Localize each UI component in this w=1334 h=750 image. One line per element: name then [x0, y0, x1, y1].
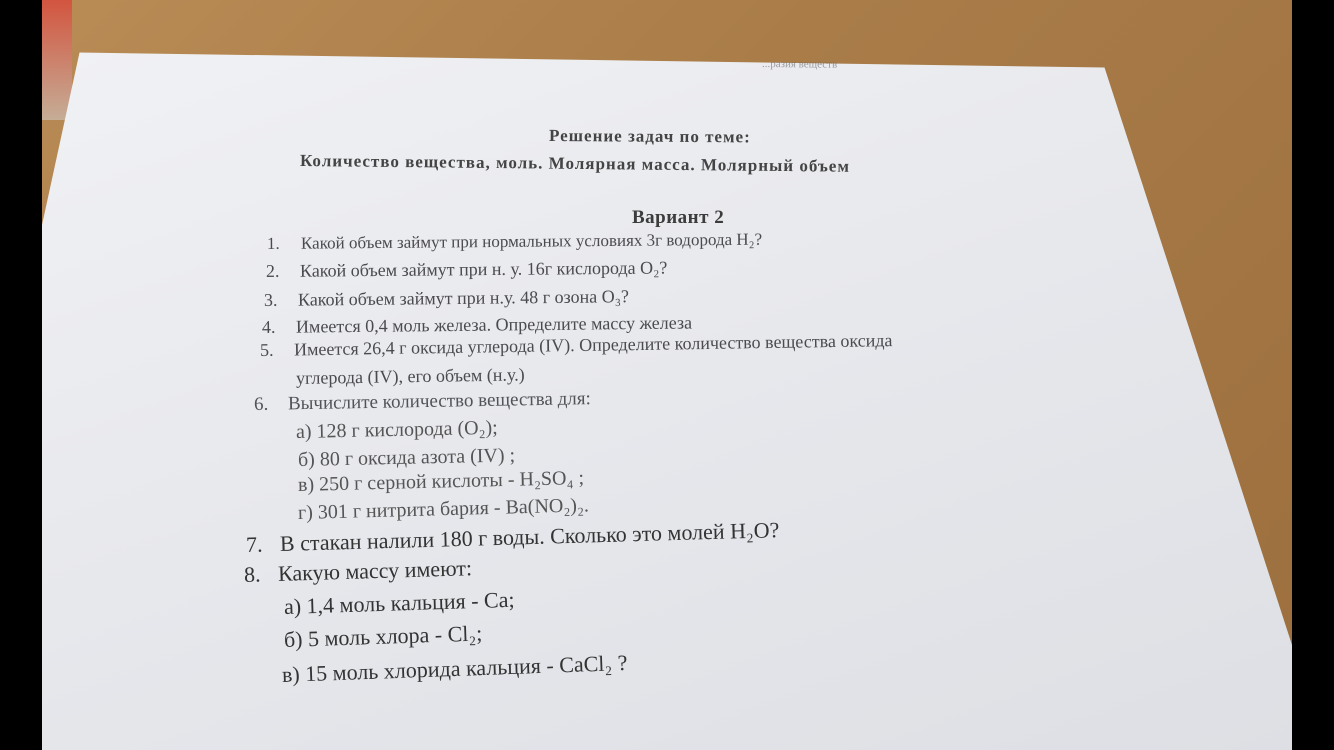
- question-5-continued: углерода (IV), его объем (н.у.): [295, 364, 525, 388]
- question-number: 1.: [266, 233, 280, 253]
- question-text: Какой объем займут при нормальных условиях 3г водорода H₂?: [300, 229, 763, 253]
- question-text: Вычислите количество вещества для:: [287, 388, 591, 415]
- question-number: 3.: [263, 289, 278, 310]
- question-2: [266, 257, 668, 282]
- question-6-item-a: а) 128 г кислорода (O₂);: [295, 416, 498, 443]
- question-6: [254, 388, 591, 416]
- question-8-item-b: б) 5 моль хлора - Cl₂;: [283, 620, 483, 652]
- title-line-2: Количество вещества, моль. Молярная масса. Молярный объем: [299, 151, 851, 176]
- question-number: 4.: [261, 316, 276, 337]
- question-number: 2.: [265, 260, 280, 281]
- question-1: [267, 230, 762, 254]
- question-text: Какой объем займут при н.у. 48 г озона O₃?: [297, 286, 630, 310]
- question-number: 7.: [245, 531, 263, 557]
- question-3: [264, 286, 629, 311]
- question-6-item-d: г) 301 г нитрита бария - Ba(NO₂)₂.: [297, 494, 590, 524]
- question-6-item-b: б) 80 г оксида азота (IV) ;: [297, 444, 516, 471]
- photo: [42, 0, 1292, 750]
- title-line-1: Решение задач по теме:: [548, 126, 751, 147]
- question-8-item-a: а) 1,4 моль кальция - Ca;: [283, 586, 515, 619]
- question-text: Имеется 0,4 моль железа. Определите массу железа: [295, 312, 693, 337]
- question-6-item-c: в) 250 г серной кислоты - H₂SO₄ ;: [297, 467, 585, 496]
- question-text: Имеется 26,4 г оксида углерода (IV). Определите количество вещества оксида: [293, 330, 893, 360]
- worksheet-text: [42, 0, 1292, 750]
- question-number: 6.: [253, 393, 269, 415]
- faint-header: ...разия веществ: [761, 58, 838, 71]
- question-text: В стакан налили 180 г воды. Сколько это молей H₂O?: [279, 517, 780, 557]
- question-8-item-c: в) 15 моль хлорида кальция - CaCl₂ ?: [281, 649, 628, 687]
- variant-heading: Вариант 2: [632, 207, 725, 228]
- question-number: 5.: [259, 339, 274, 360]
- question-text: Какой объем займут при н. у. 16г кислорода O₂?: [299, 257, 668, 281]
- question-text: Какую массу имеют:: [277, 555, 473, 586]
- question-number: 8.: [243, 561, 261, 587]
- question-8: [244, 555, 473, 588]
